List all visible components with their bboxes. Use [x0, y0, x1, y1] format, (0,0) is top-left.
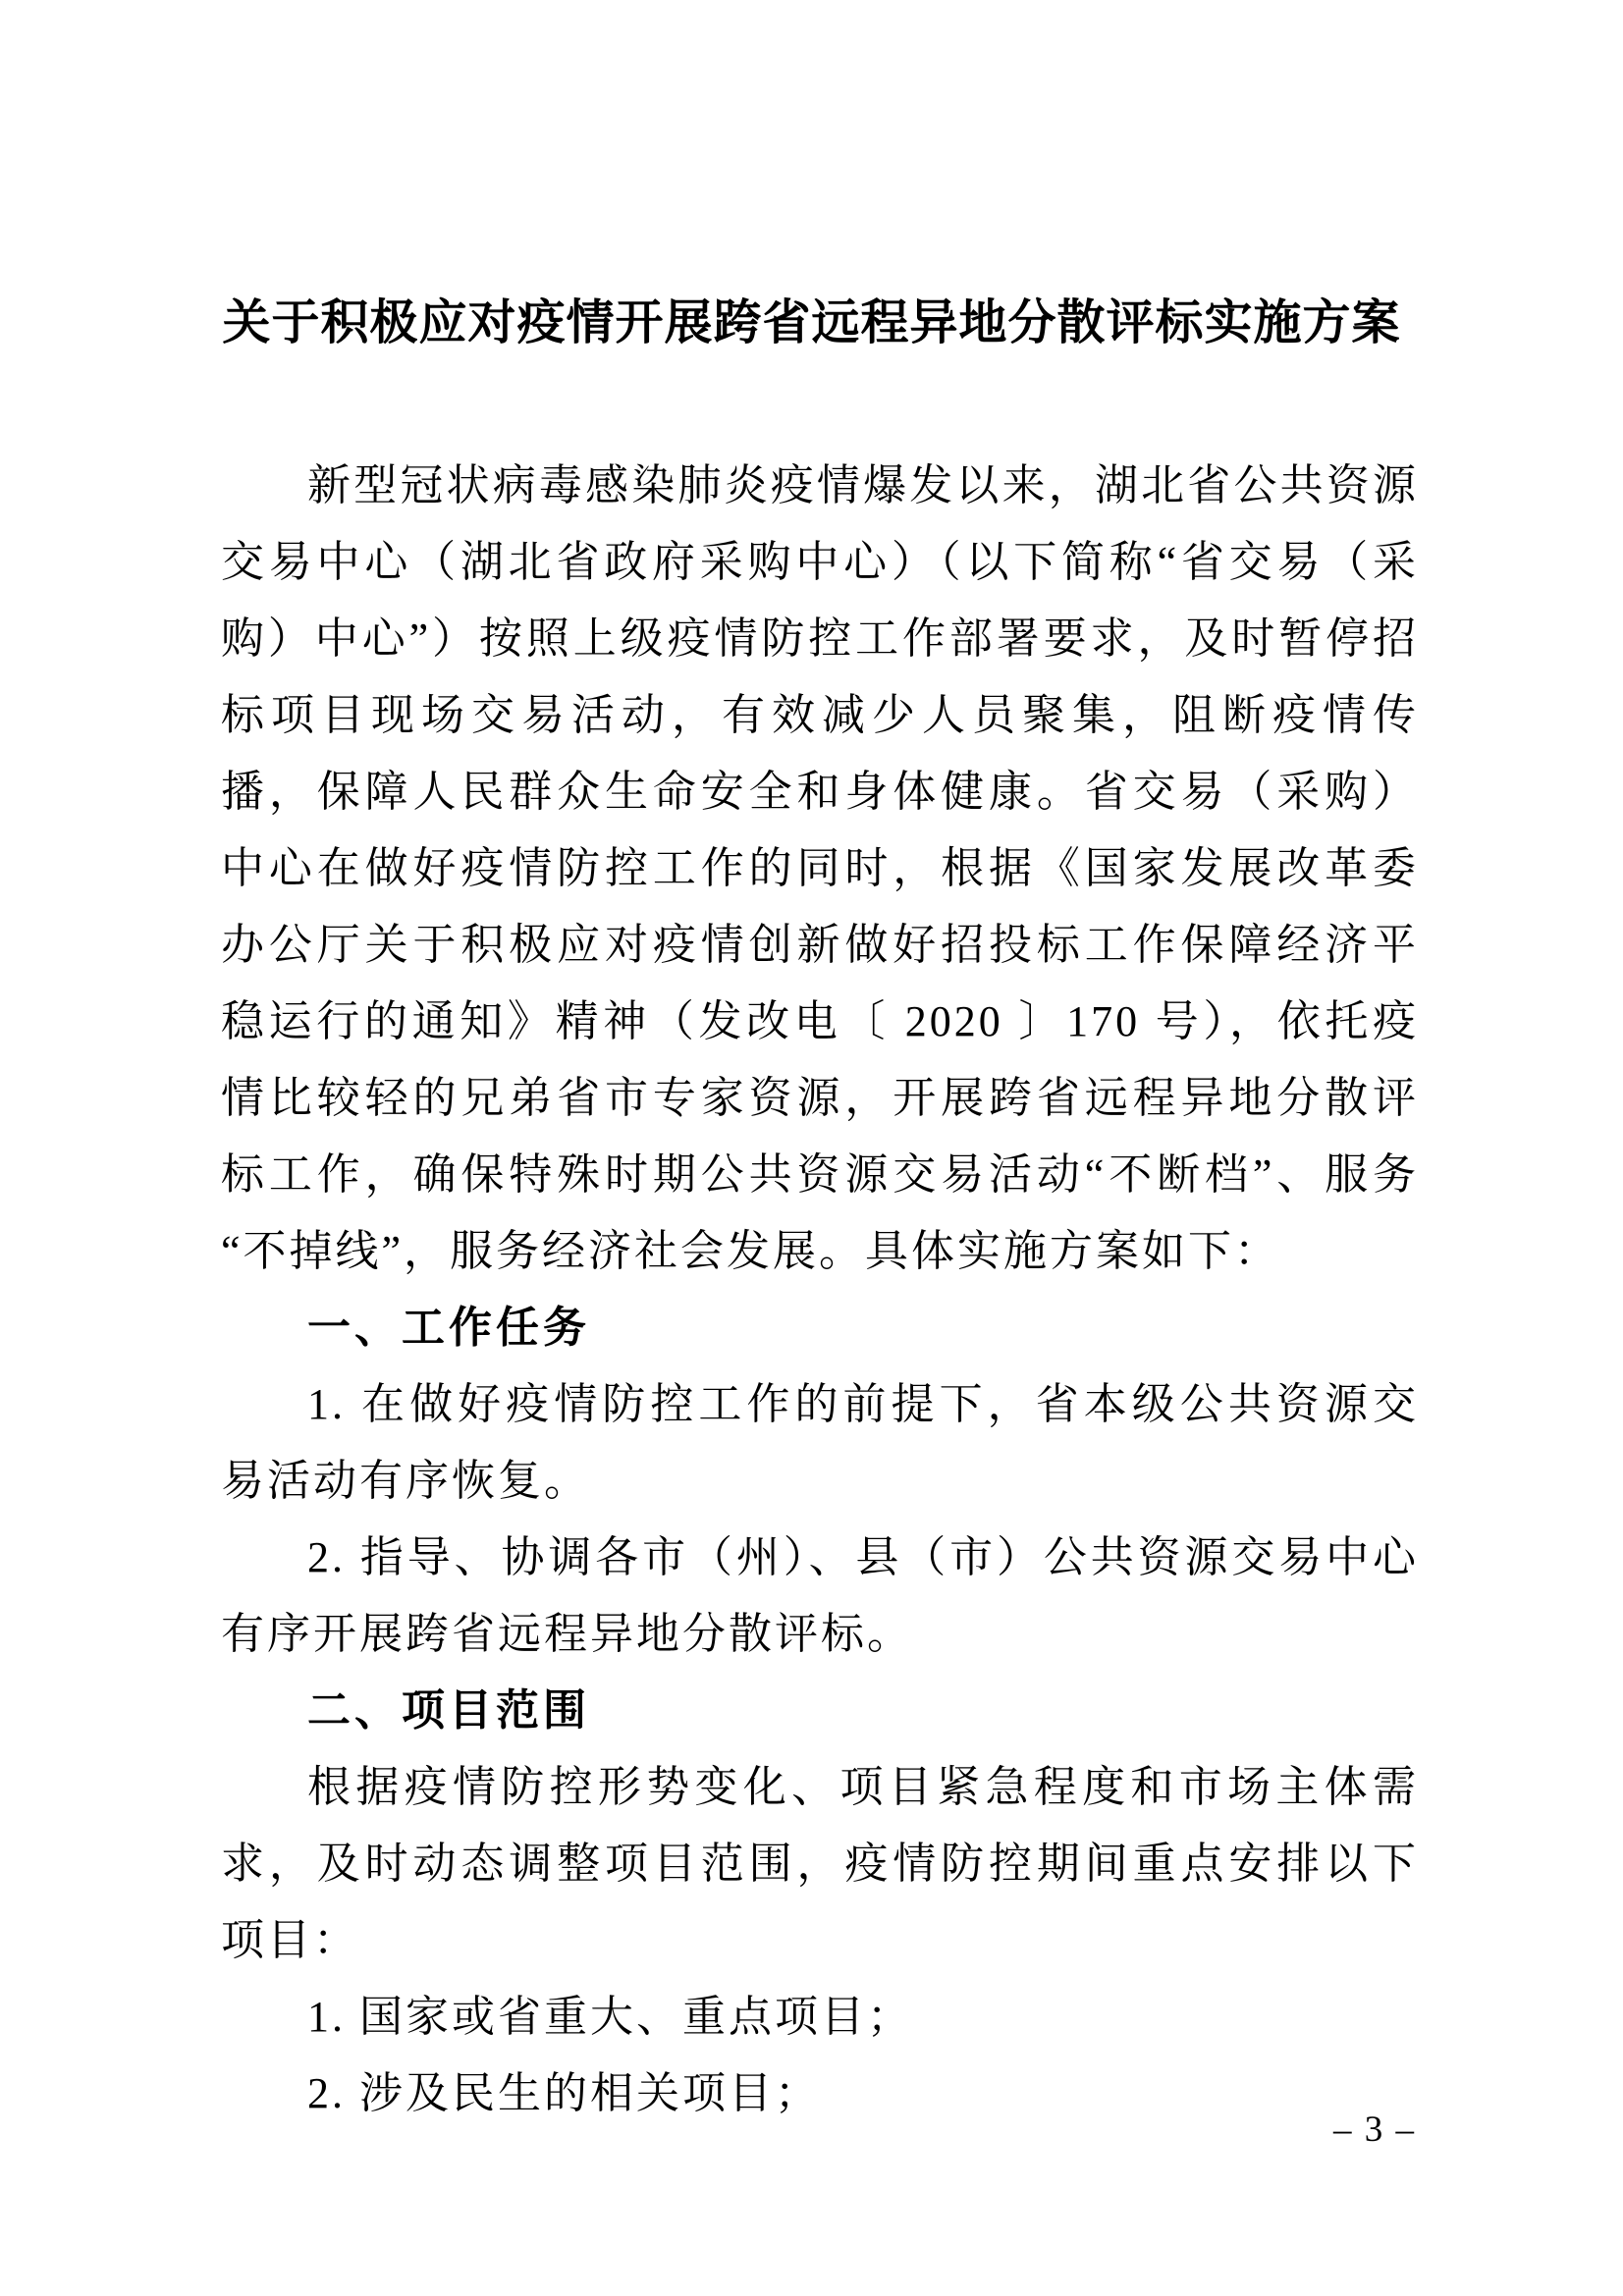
- list-item-task-2: 2. 指导、协调各市（州）、县（市）公共资源交易中心有序开展跨省远程异地分散评标。: [221, 1533, 1419, 1658]
- list-item-project-1: 1. 国家或省重大、重点项目；: [307, 1993, 913, 2041]
- document-body: [221, 448, 1419, 2132]
- body-paragraph-scope: 根据疫情防控形势变化、项目紧急程度和市场主体需求，及时动态调整项目范围，疫情防控期间重点安排以下项目：: [221, 1763, 1419, 1964]
- list-item-task-1: 1. 在做好疫情防控工作的前提下，省本级公共资源交易活动有序恢复。: [221, 1380, 1419, 1505]
- page-number: – 3 –: [1333, 2109, 1416, 2150]
- body-paragraph-intro: 新型冠状病毒感染肺炎疫情爆发以来，湖北省公共资源交易中心（湖北省政府采购中心）（以下简称“省交易（采购）中心”）按照上级疫情防控工作部署要求，及时暂停招标项目现场交易活动，有效减少人员聚集，阻断疫情传播，保障人民群众生命安全和身体健康。省交易（采购）中心在做好疫情防控工作的同时，根据《国家发展改革委办公厅关于积极应对疫情创新做好招投标工作保障经济平稳运行的通知》精神（发改电〔 2020 〕170 号），依托疫情比较轻的兄弟省市专家资源，开展跨省远程异地分散评标工作，确保特殊时期公共资源交易活动“不断档”、服务“不掉线”，服务经济社会发展。具体实施方案如下：: [221, 461, 1419, 1275]
- document-title: 关于积极应对疫情开展跨省远程异地分散评标实施方案: [222, 295, 1401, 349]
- section-heading-1-work-tasks: 一、工作任务: [307, 1304, 590, 1352]
- section-heading-2-project-scope: 二、项目范围: [307, 1686, 590, 1735]
- list-item-project-2: 2. 涉及民生的相关项目；: [307, 2069, 821, 2117]
